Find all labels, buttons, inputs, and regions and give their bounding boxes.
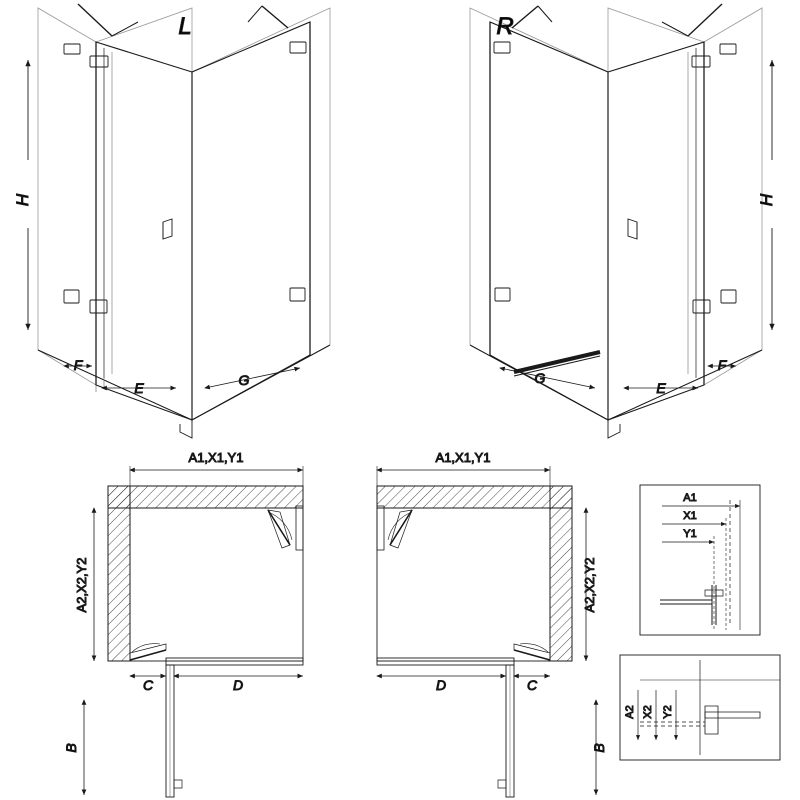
- iso-view-right: [470, 4, 776, 438]
- detail-bottom-label-y2: Y2: [662, 705, 674, 719]
- view-label-left: L: [178, 13, 192, 40]
- plan-right-side-dim-label: A2,X2,Y2: [582, 557, 597, 613]
- detail-view-top: [640, 485, 760, 635]
- detail-top-label-y1: Y1: [683, 528, 697, 540]
- iso-view-left: [13, 4, 340, 438]
- detail-top-label-x1: X1: [683, 510, 697, 522]
- plan-left-dim-c: C: [142, 677, 154, 693]
- dim-label-f-left: F: [73, 357, 83, 373]
- detail-view-bottom: [620, 655, 780, 760]
- dim-label-g-left: G: [238, 372, 250, 388]
- dim-label-h-right: H: [757, 193, 776, 207]
- plan-right-dim-b: B: [591, 743, 607, 753]
- dim-label-f-right: F: [717, 357, 727, 373]
- plan-right-dim-c: C: [526, 677, 538, 693]
- plan-right-top-dim-label: A1,X1,Y1: [435, 450, 491, 465]
- plan-left-top-dim-label: A1,X1,Y1: [188, 450, 244, 465]
- plan-left-side-dim-label: A2,X2,Y2: [74, 557, 89, 613]
- dim-label-h-left: H: [13, 193, 32, 207]
- plan-left-dim-d: D: [232, 677, 244, 693]
- dim-label-g-right: G: [534, 370, 546, 386]
- detail-bottom-label-x2: X2: [642, 705, 654, 719]
- view-label-right: R: [496, 13, 514, 40]
- plan-view-right: [377, 450, 607, 797]
- dim-label-e-left: E: [134, 380, 144, 396]
- plan-view-left: [63, 450, 303, 797]
- detail-top-label-a1: A1: [683, 492, 697, 504]
- dim-label-e-right: E: [656, 380, 666, 396]
- plan-right-dim-d: D: [435, 677, 447, 693]
- plan-left-dim-b: B: [63, 743, 79, 753]
- detail-bottom-label-a2: A2: [624, 705, 636, 719]
